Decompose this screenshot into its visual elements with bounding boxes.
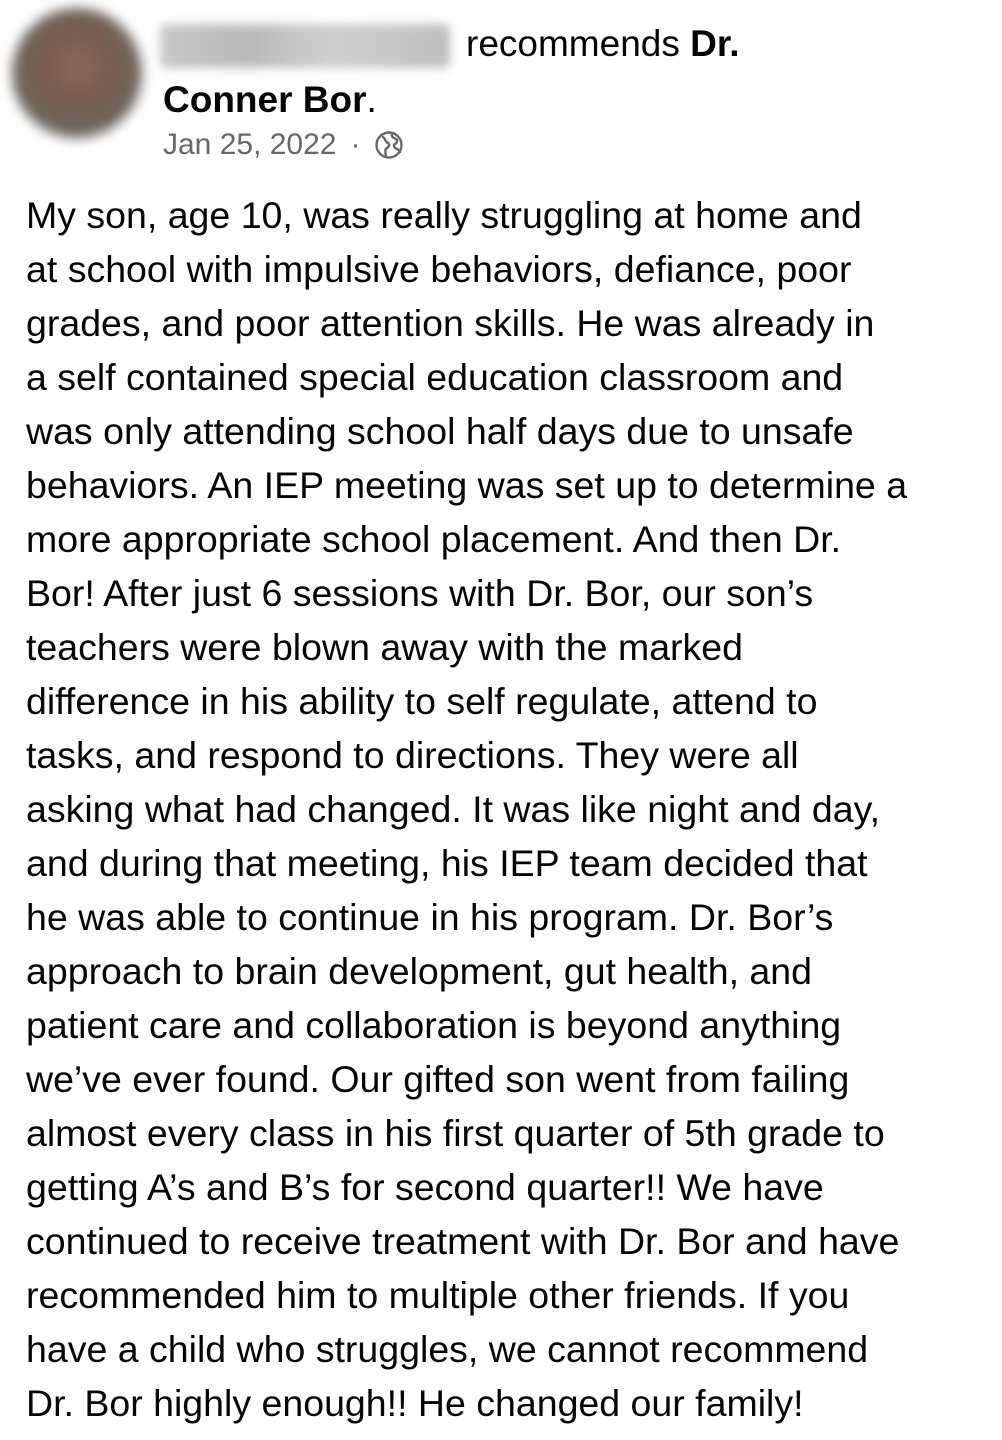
post-body-line: patient care and collaboration is beyond anything <box>26 1004 842 1046</box>
post-body-line: recommended him to multiple other friends. If you <box>26 1274 850 1316</box>
post-meta <box>163 124 404 166</box>
recommends-text: recommends <box>466 23 680 64</box>
post-date[interactable]: Jan 25, 2022 <box>163 128 337 161</box>
post-body-line: and during that meeting, his IEP team decided that <box>26 842 868 884</box>
post-body-line: grades, and poor attention skills. He was already in <box>26 302 875 344</box>
post-body-line: asking what had changed. It was like night and day, <box>26 788 881 830</box>
page-name-link-part2[interactable]: Conner Bor <box>163 79 367 120</box>
post-body-line: behaviors. An IEP meeting was set up to determine a <box>26 464 908 506</box>
post-body-line: a self contained special education classroom and <box>26 356 844 398</box>
post-header-line1 <box>466 20 740 68</box>
post-body-line: more appropriate school placement. And then Dr. <box>26 518 842 560</box>
post-body-line: getting A’s and B’s for second quarter!! We have <box>26 1166 824 1208</box>
post-body-line: almost every class in his first quarter of 5th grade to <box>26 1112 885 1154</box>
post-body-line: teachers were blown away with the marked <box>26 626 744 668</box>
post-header-line2 <box>163 76 377 124</box>
globe-icon <box>374 130 404 160</box>
author-name-redacted[interactable] <box>160 24 450 68</box>
post-body-line: Dr. Bor highly enough!! He changed our family! <box>26 1382 804 1424</box>
post-body-line: tasks, and respond to directions. They were all <box>26 734 799 776</box>
post-body-line: have a child who struggles, we cannot recommend <box>26 1328 869 1370</box>
page-name-link-part1[interactable]: Dr. <box>690 23 740 64</box>
post-body-line: we’ve ever found. Our gifted son went from failing <box>26 1058 850 1100</box>
post-body-line: was only attending school half days due to unsafe <box>26 410 854 452</box>
post-body-line: My son, age 10, was really struggling at home and <box>26 194 862 236</box>
post-body-line: continued to receive treatment with Dr. Bor and have <box>26 1220 900 1262</box>
post-body-line: difference in his ability to self regulate, attend to <box>26 680 818 722</box>
meta-separator: · <box>350 128 361 161</box>
post-body-line: approach to brain development, gut health, and <box>26 950 812 992</box>
header-period: . <box>366 79 377 120</box>
post-body-line: at school with impulsive behaviors, defiance, poor <box>26 248 852 290</box>
post-body <box>26 188 996 1430</box>
post-body-line: he was able to continue in his program. Dr. Bor’s <box>26 896 834 938</box>
avatar[interactable] <box>12 8 142 138</box>
post-body-line: Bor! After just 6 sessions with Dr. Bor, our son’s <box>26 572 814 614</box>
